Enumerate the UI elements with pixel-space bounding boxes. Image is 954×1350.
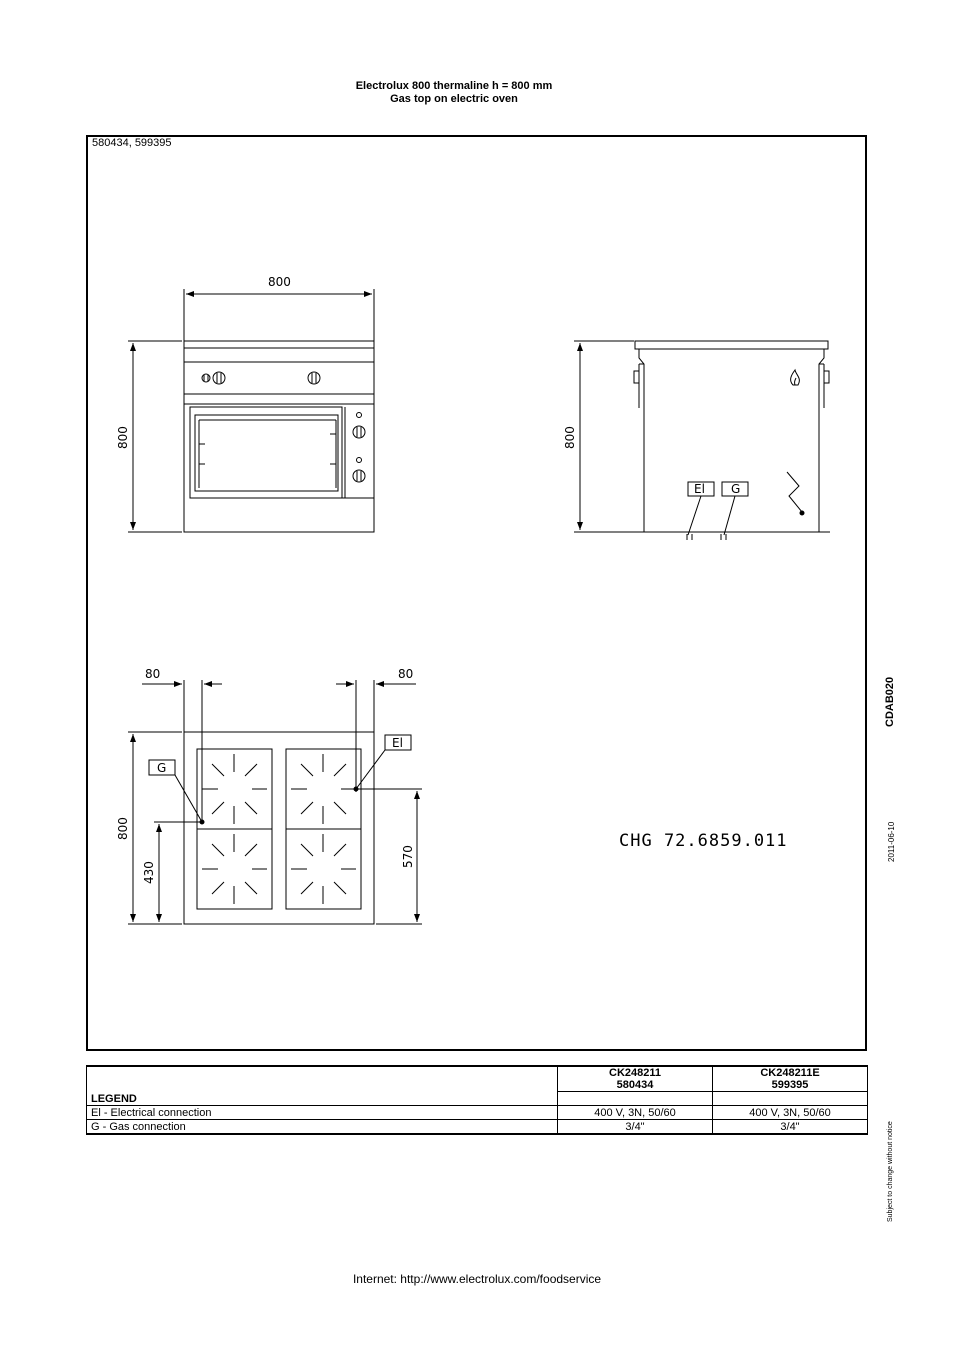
top-g-depth-dim: 430 [142, 861, 156, 884]
footer-internet: Internet: http://www.electrolux.com/foodservice [352, 1272, 602, 1286]
side-height-dim: 800 [563, 426, 577, 449]
legend-row [87, 1120, 868, 1135]
top-left-offset-dim: 80 [145, 667, 161, 681]
legend-col-2-header [713, 1066, 868, 1092]
legend-row-label: El - Electrical connection [87, 1106, 558, 1120]
side-view [563, 341, 830, 540]
front-width-dim: 800 [268, 275, 291, 289]
top-right-offset-dim: 80 [398, 667, 414, 681]
legend-model-row [87, 1066, 868, 1092]
side-g-label: G [731, 482, 741, 496]
legend-row-value: 3/4" [558, 1120, 713, 1135]
legend-title: LEGEND [87, 1066, 558, 1106]
front-view [116, 275, 374, 532]
legend-col-1-code: 580434 [616, 1079, 654, 1091]
legend-col-1-model: CK248211 [609, 1067, 661, 1079]
top-view [116, 667, 422, 924]
legend-col-1-header [558, 1066, 713, 1092]
legend-col-1-spacer [558, 1092, 713, 1106]
legend-row-value: 400 V, 3N, 50/60 [558, 1106, 713, 1120]
top-el-depth-dim: 570 [401, 845, 415, 868]
legend-row-label: G - Gas connection [87, 1120, 558, 1135]
model-codes: 580434, 599395 [92, 137, 172, 149]
legend-row-value: 400 V, 3N, 50/60 [713, 1106, 868, 1120]
legend-row-value: 3/4" [713, 1120, 868, 1135]
legend-col-2-spacer [713, 1092, 868, 1106]
header-title: Electrolux 800 thermaline h = 800 mm [355, 80, 553, 92]
top-el-label: El [392, 736, 403, 750]
front-height-dim: 800 [116, 426, 130, 449]
side-notice: Subject to change without notice [887, 1121, 894, 1222]
technical-drawing [88, 137, 869, 1053]
header-subtitle: Gas top on electric oven [390, 93, 518, 105]
side-doc-code: CDAB020 [884, 676, 896, 727]
top-g-label: G [157, 761, 167, 775]
legend-col-2-code: 599395 [771, 1079, 809, 1091]
chg-code: CHG 72.6859.011 [619, 831, 788, 851]
document-header [0, 80, 908, 106]
legend-col-2-model: CK248211E [760, 1067, 820, 1079]
side-el-label: El [694, 482, 705, 496]
legend-row [87, 1106, 868, 1120]
drawing-frame [86, 135, 867, 1051]
top-depth-dim: 800 [116, 817, 130, 840]
legend-table [86, 1065, 868, 1135]
side-date: 2011-06-10 [887, 821, 896, 862]
